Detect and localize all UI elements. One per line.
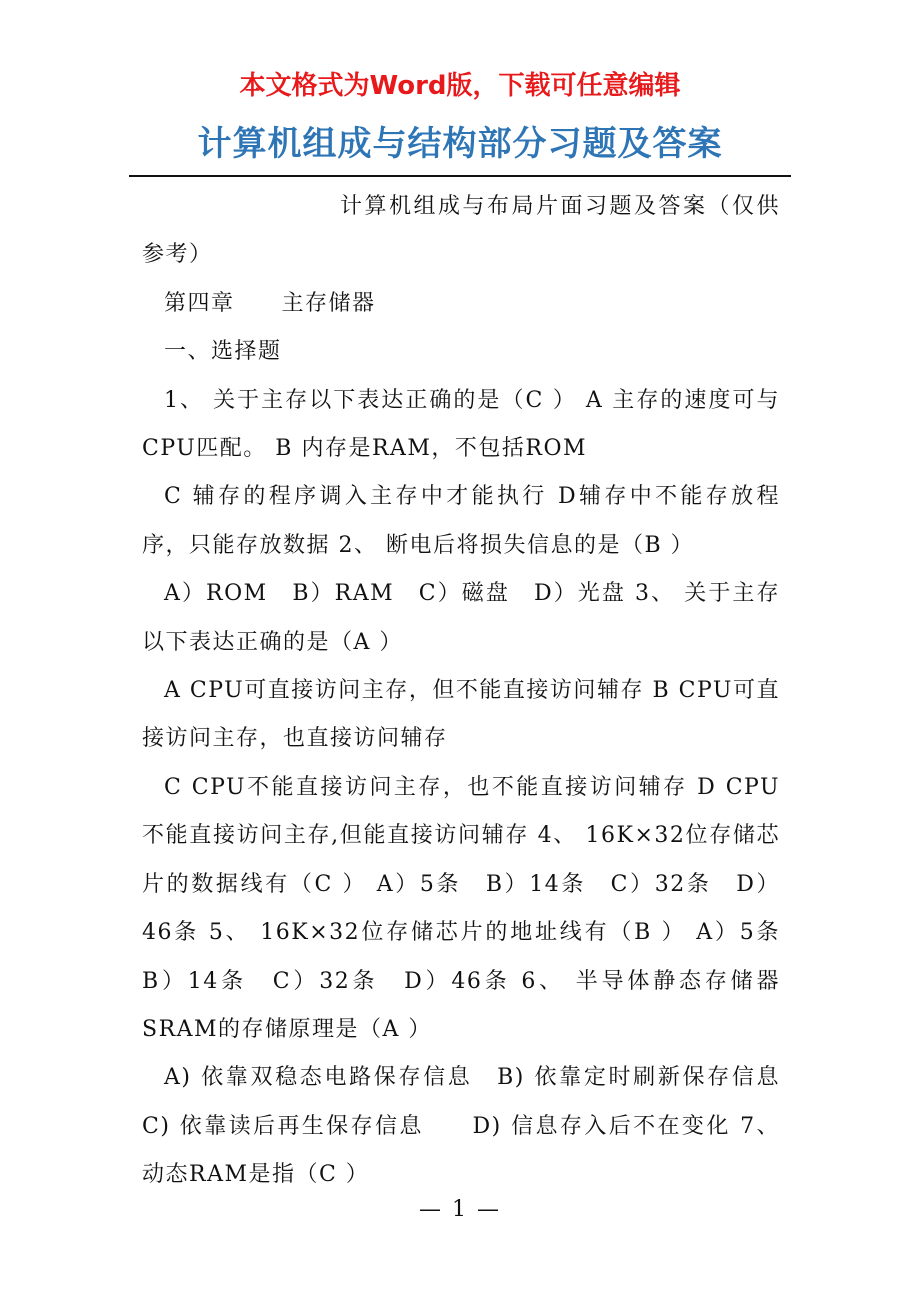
question-paragraph: A CPU可直接访问主存，但不能直接访问辅存 B CPU可直接访问主存，也直接访问辅存 [142, 678, 780, 752]
question-paragraph: C CPU不能直接访问主存，也不能直接访问辅存 D CPU不能直接访问主存,但能直接访问辅存 4、 16K×32位存储芯片的数据线有（C ） A）5条 B）14条 C）32条 D）46条 5、 16K×32位存储芯片的地址线有（B ） A）5条 B）14条 C）32条 D）46条 6、 半导体静态存储器SRAM的存储原理是（A ） [142, 774, 804, 1042]
question-paragraph: C 辅存的程序调入主存中才能执行 D辅存中不能存放程序，只能存放数据 2、 断电后将损失信息的是（B ） [142, 484, 780, 558]
document-title: 计算机组成与结构部分习题及答案 [197, 124, 723, 164]
page-number: — 1 — [419, 1197, 501, 1222]
question-paragraph: A) 依靠双稳态电路保存信息 B) 依靠定时刷新保存信息 C) 依靠读后再生保存信息 D) 信息存入后不在变化 7、 动态RAM是指（C ） [142, 1065, 780, 1188]
download-notice-banner: 本文格式为Word版，下载可任意编辑 [239, 71, 681, 101]
title-divider [129, 175, 791, 177]
document-body [142, 183, 804, 1200]
chapter-heading: 第四章 主存储器 [164, 290, 376, 316]
subtitle-paragraph: 计算机组成与布局片面习题及答案（仅供参考） [142, 194, 780, 268]
section-heading: 一、选择题 [164, 339, 282, 365]
question-paragraph: 1、 关于主存以下表达正确的是（C ） A 主存的速度可与CPU匹配。 B 内存是RAM，不包括ROM [142, 387, 780, 462]
question-paragraph: A）ROM B）RAM C）磁盘 D）光盘 3、 关于主存以下表达正确的是（A ） [142, 581, 780, 655]
